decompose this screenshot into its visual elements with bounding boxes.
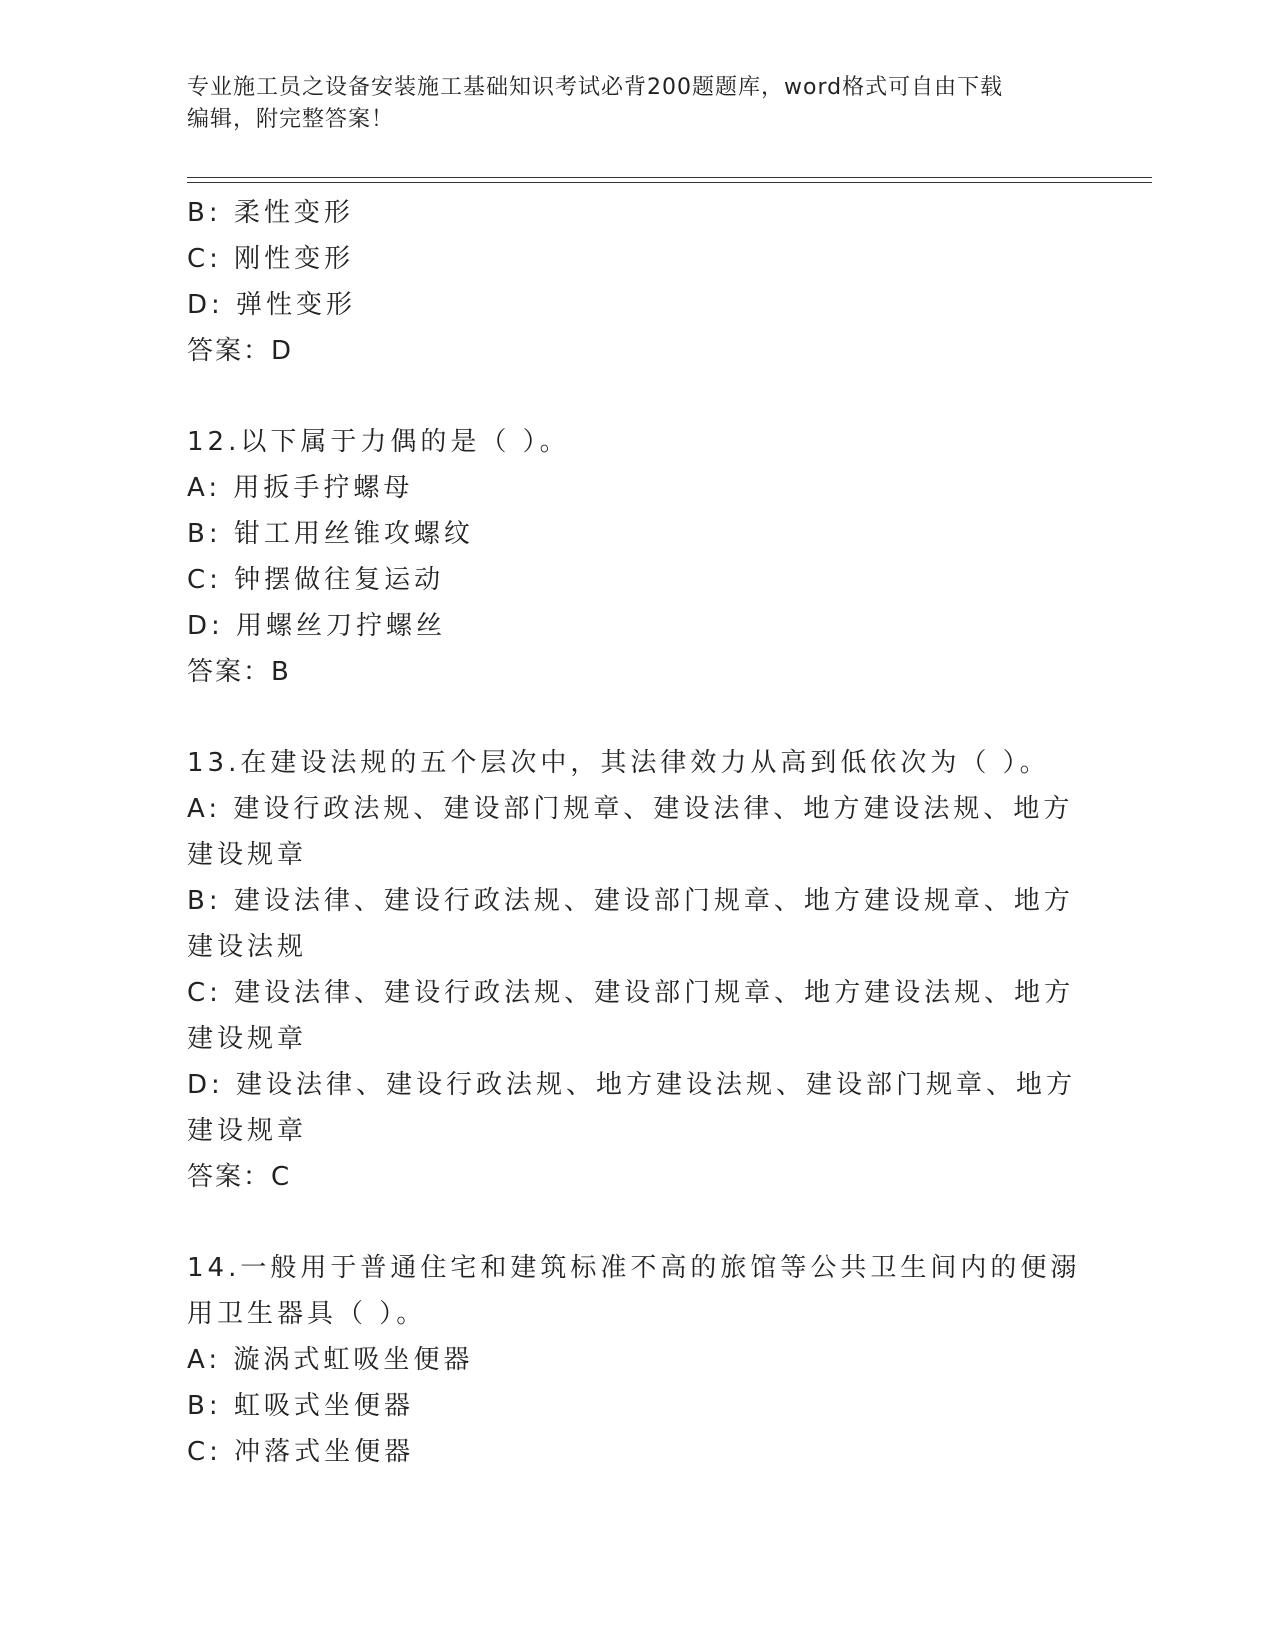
answer: 答案：B xyxy=(187,657,291,687)
document-body xyxy=(187,190,1087,1475)
question-12 xyxy=(187,419,1087,695)
option-c: C: 建设法律、建设行政法规、建设部门规章、地方建设法规、地方建设规章 xyxy=(187,978,1075,1054)
question-stem: 13.在建设法规的五个层次中，其法律效力从高到低依次为（ ）。 xyxy=(187,748,1050,778)
question-stem: 14.一般用于普通住宅和建筑标准不高的旅馆等公共卫生间内的便溺用卫生器具（ ）。 xyxy=(187,1253,1081,1329)
question-14 xyxy=(187,1245,1087,1475)
option-c: C: 冲落式坐便器 xyxy=(187,1437,415,1467)
option-d: D: 用螺丝刀拧螺丝 xyxy=(187,611,447,641)
answer: 答案：C xyxy=(187,1162,292,1192)
option-a: A: 用扳手拧螺母 xyxy=(187,473,414,503)
question-11 xyxy=(187,190,1087,374)
option-b: B: 虹吸式坐便器 xyxy=(187,1391,414,1421)
option-b: B: 柔性变形 xyxy=(187,198,354,228)
option-c: C: 钟摆做往复运动 xyxy=(187,565,445,595)
option-d: D: 建设法律、建设行政法规、地方建设法规、建设部门规章、地方建设规章 xyxy=(187,1070,1077,1146)
page-header xyxy=(187,72,1067,136)
header-divider-top xyxy=(187,177,1152,178)
option-d: D: 弹性变形 xyxy=(187,290,357,320)
option-a: A: 漩涡式虹吸坐便器 xyxy=(187,1345,474,1375)
header-line-1: 专业施工员之设备安装施工基础知识考试必背200题题库，word格式可自由下载 xyxy=(187,75,1004,100)
option-c: C: 刚性变形 xyxy=(187,244,355,274)
header-divider-bottom xyxy=(187,182,1152,183)
option-b: B: 钳工用丝锥攻螺纹 xyxy=(187,519,474,549)
option-a: A: 建设行政法规、建设部门规章、建设法律、地方建设法规、地方建设规章 xyxy=(187,794,1074,870)
answer: 答案：D xyxy=(187,336,294,366)
question-stem: 12.以下属于力偶的是（ ）。 xyxy=(187,427,570,457)
header-line-2: 编辑，附完整答案！ xyxy=(187,107,395,132)
question-13 xyxy=(187,740,1087,1200)
option-b: B: 建设法律、建设行政法规、建设部门规章、地方建设规章、地方建设法规 xyxy=(187,886,1074,962)
